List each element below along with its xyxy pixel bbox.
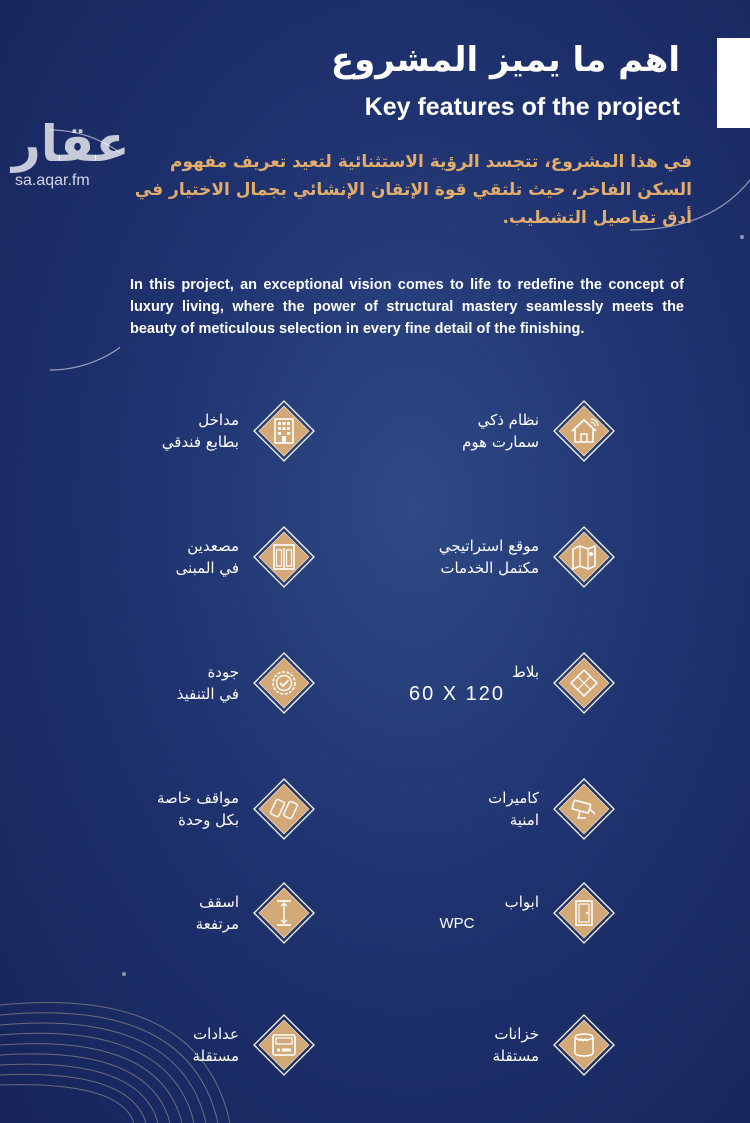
water-tank-icon [553,1014,615,1076]
decorative-dot [122,972,126,976]
feature-label-line2: امنية [509,811,539,829]
feature-label-line2: مستقلة [192,1047,239,1065]
feature-label-line1: بلاط [512,663,539,681]
feature-item [375,774,615,844]
feature-label-line2: مكتمل الخدمات [440,559,539,577]
feature-label [75,1023,253,1067]
feature-label-line1: مواقف خاصة [156,789,239,807]
feature-label-line2: 60 X 120 [408,683,506,705]
intro-arabic-text: في هذا المشروع، تتجسد الرؤية الاستثنائية لتعيد تعريف مفهوم السكن الفاخر، حيث تلتقي قوة الإتقان الإنشائي بجمال الاختيار في أدق تفاصيل التشطيب. [134,152,692,228]
decorative-dot [740,235,744,239]
page-title-arabic: اهم ما يميز المشروع [330,40,680,80]
feature-label-line1: موقع استراتيجي [438,537,539,555]
feature-item [75,648,315,718]
aqar-url-watermark: sa.aqar.fm [15,172,90,189]
feature-label [75,535,253,579]
door-icon [553,882,615,944]
corner-white-block [717,38,750,128]
page-title-english: Key features of the project [364,93,680,121]
feature-label-line1: خزانات [494,1025,539,1043]
intro-english-text: In this project, an exceptional vision comes to life to redefine the concept of luxury living, where the power of structural mastery seamlessly meets the beauty of meticulous selection in every fine detail of the finishing. [130,277,684,337]
feature-item [75,522,315,592]
feature-label [375,661,553,705]
feature-label-line1: ابواب [504,893,539,911]
feature-item [375,648,615,718]
tiles-icon [553,652,615,714]
feature-label-line2: بطابع فندقي [161,433,239,451]
feature-label [375,787,553,831]
feature-item [75,774,315,844]
feature-label-line1: مداخل [198,411,239,429]
feature-label-line1: كاميرات [488,789,539,807]
smart-home-icon [553,400,615,462]
feature-label-line2: بكل وحدة [178,811,239,829]
feature-item [75,878,315,948]
feature-label [375,891,553,935]
feature-item [375,878,615,948]
feature-label [75,661,253,705]
feature-label-line1: جودة [207,663,239,681]
meter-icon [253,1014,315,1076]
feature-label [375,1023,553,1067]
feature-label-line1: عدادات [193,1025,239,1043]
feature-item [375,396,615,466]
feature-label-line1: مصعدين [187,537,239,555]
aqar-logo-watermark: عقار [12,115,130,173]
feature-label-line2: في المبنى [175,559,239,577]
feature-label-line1: اسقف [199,893,239,911]
parking-icon [253,778,315,840]
feature-item [75,396,315,466]
feature-label-line2: مرتفعة [195,915,239,933]
map-icon [553,526,615,588]
feature-label [75,891,253,935]
feature-item [75,1010,315,1080]
feature-label-line2: سمارت هوم [462,433,539,451]
feature-label [375,409,553,453]
feature-label-line2: مستقلة [492,1047,539,1065]
feature-label [75,409,253,453]
feature-label-line2: في التنفيذ [176,685,239,703]
feature-label [75,787,253,831]
ceiling-height-icon [253,882,315,944]
elevator-icon [253,526,315,588]
feature-label-line1: نظام ذكي [477,411,539,429]
feature-label-line2: WPC [439,915,475,932]
feature-label [375,535,553,579]
quality-badge-icon [253,652,315,714]
feature-item [375,522,615,592]
feature-item [375,1010,615,1080]
building-icon [253,400,315,462]
camera-icon [553,778,615,840]
